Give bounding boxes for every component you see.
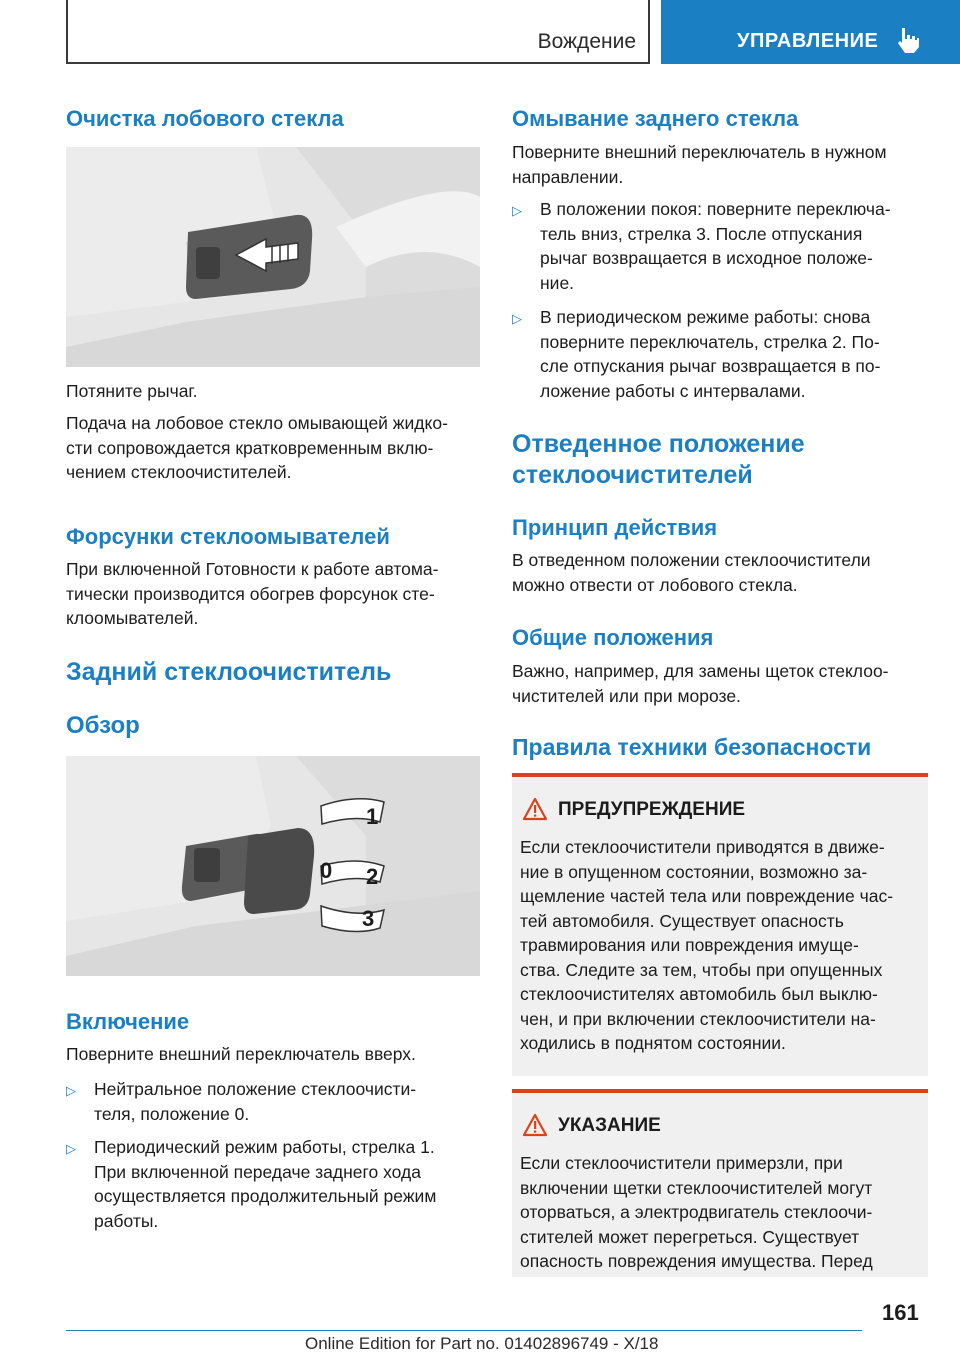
text-line: включении щетки стеклоочистителей могут bbox=[520, 1177, 873, 1198]
text-line: чен, и при включении стеклоочистители на- bbox=[520, 1008, 876, 1029]
paragraph-turn-switch bbox=[512, 140, 887, 189]
heading-rear-wiper: Задний стеклоочиститель bbox=[66, 658, 392, 686]
text-line: стеклоочистителях автомобиль был выклю- bbox=[520, 984, 878, 1004]
text-line: рычаг возвращается в исходное положе- bbox=[540, 248, 873, 268]
paragraph-pull-lever: Потяните рычаг. bbox=[66, 381, 198, 401]
text-line: травмирования или повреждения имуще- bbox=[520, 935, 859, 955]
paragraph-washer-nozzles bbox=[66, 557, 438, 631]
notice-box bbox=[512, 1089, 928, 1277]
text-line: Важно, например, для замены щеток стеклоо- bbox=[512, 661, 889, 681]
header-chapter-tab bbox=[661, 0, 960, 64]
text-line: Если стеклоочистители примерзли, при bbox=[520, 1153, 843, 1173]
text-line: щемление частей тела или повреждение час- bbox=[520, 886, 894, 906]
text-line: Поверните внешний переключатель в нужном bbox=[512, 142, 887, 162]
text-line: осуществляется продолжительный режим bbox=[94, 1186, 437, 1206]
warning-triangle-icon bbox=[522, 1113, 548, 1137]
text-line: опасность повреждения имущества. Перед bbox=[520, 1251, 873, 1271]
text-line: стеклоочистителей bbox=[512, 461, 753, 489]
text-line: ние. bbox=[540, 272, 575, 293]
paragraph-washer-feed bbox=[66, 411, 448, 485]
heading-rear-window-wash: Омывание заднего стекла bbox=[512, 106, 799, 131]
bullet-triangle-icon: ▷ bbox=[66, 1141, 76, 1156]
text-line: можно отвести от лобового стекла. bbox=[512, 574, 798, 595]
rear-wiper-switch-illustration bbox=[66, 756, 480, 976]
text-line: направлении. bbox=[512, 166, 624, 187]
heading-switch-on: Включение bbox=[66, 1009, 190, 1034]
warning-triangle-icon bbox=[522, 797, 548, 821]
heading-operating-principle: Принцип действия bbox=[512, 515, 718, 540]
heading-general: Общие положения bbox=[512, 625, 714, 650]
text-line: теля, положение 0. bbox=[94, 1103, 250, 1124]
text-line: При включенной Готовности к работе автома- bbox=[66, 559, 439, 579]
list-item bbox=[512, 305, 880, 403]
text-line: В положении покоя: поверните переключа- bbox=[540, 199, 891, 219]
text-line: тей автомобиля. Существует опасность bbox=[520, 910, 844, 931]
footer-divider bbox=[66, 1330, 862, 1331]
text-line: При включенной передаче заднего хода bbox=[94, 1161, 421, 1182]
wiper-lever-illustration bbox=[66, 147, 480, 367]
arrow-label-3: 3 bbox=[362, 906, 375, 931]
warning-box bbox=[512, 773, 928, 1076]
text-line: Если стеклоочистители приводятся в движе- bbox=[520, 837, 885, 857]
header-chapter-title: УПРАВЛЕНИЕ bbox=[737, 30, 879, 52]
text-line: клоомывателей. bbox=[66, 608, 199, 628]
text-line: Отведенное положение bbox=[512, 430, 805, 458]
header-section-title: Вождение bbox=[537, 30, 636, 53]
paragraph-turn-switch-up: Поверните внешний переключатель вверх. bbox=[66, 1044, 416, 1064]
notice-text bbox=[520, 1151, 924, 1274]
text-line: сле отпускания рычаг возвращается в по- bbox=[540, 356, 881, 376]
heading-folded-position bbox=[512, 429, 805, 491]
paragraph-general bbox=[512, 659, 889, 708]
text-line: Периодический режим работы, стрелка 1. bbox=[94, 1137, 435, 1157]
text-line: сти сопровождается кратковременным вклю- bbox=[66, 437, 434, 458]
notice-title: УКАЗАНИЕ bbox=[558, 1115, 661, 1136]
arrow-label-2: 2 bbox=[366, 864, 379, 889]
text-line: Подача на лобовое стекло омывающей жидко- bbox=[66, 413, 448, 433]
arrow-label-1: 1 bbox=[366, 804, 379, 829]
heading-overview: Обзор bbox=[66, 712, 140, 739]
bullet-triangle-icon: ▷ bbox=[512, 203, 522, 218]
text-line: тель вниз, стрелка 3. После отпускания bbox=[540, 223, 863, 244]
list-item bbox=[66, 1077, 416, 1126]
text-line: В периодическом режиме работы: снова bbox=[540, 307, 871, 327]
heading-washer-nozzles: Форсунки стеклоомывателей bbox=[66, 524, 390, 549]
list-item bbox=[66, 1135, 436, 1233]
warning-title: ПРЕДУПРЕЖДЕНИЕ bbox=[558, 799, 746, 820]
text-line: оторваться, а электродвигатель стеклоочи- bbox=[520, 1202, 873, 1222]
text-line: ние в опущенном состоянии, возможно за- bbox=[520, 861, 868, 882]
paragraph-operating-principle bbox=[512, 548, 871, 597]
list-item bbox=[512, 197, 891, 295]
bullet-triangle-icon: ▷ bbox=[66, 1083, 76, 1098]
text-line: поверните переключатель, стрелка 2. По- bbox=[540, 331, 880, 352]
text-line: В отведенном положении стеклоочистители bbox=[512, 550, 871, 570]
heading-safety-rules: Правила техники безопасности bbox=[512, 734, 872, 760]
text-line: работы. bbox=[94, 1210, 159, 1231]
header-section-tab bbox=[66, 0, 650, 64]
heading-windshield-cleaning: Очистка лобового стекла bbox=[66, 106, 344, 131]
text-line: ходились в поднятом состоянии. bbox=[520, 1033, 786, 1053]
text-line: Нейтральное положение стеклоочисти- bbox=[94, 1079, 417, 1099]
warning-text bbox=[520, 835, 924, 1056]
text-line: ложение работы с интервалами. bbox=[540, 380, 806, 401]
bullet-triangle-icon: ▷ bbox=[512, 311, 522, 326]
text-line: стителей может перегреться. Существует bbox=[520, 1226, 860, 1247]
position-label-0: 0 bbox=[320, 858, 333, 883]
figure-wiper-lever-pull bbox=[66, 147, 480, 367]
page-number: 161 bbox=[882, 1300, 919, 1325]
text-line: тически производится обогрев форсунок сте- bbox=[66, 583, 435, 604]
text-line: ства. Следите за тем, чтобы при опущенных bbox=[520, 959, 883, 980]
hand-pointer-icon bbox=[896, 26, 920, 54]
text-line: чистителей или при морозе. bbox=[512, 685, 741, 706]
footer-edition: Online Edition for Part no. 01402896749 - X/18 bbox=[305, 1334, 659, 1353]
figure-rear-wiper-switch bbox=[66, 756, 480, 976]
text-line: чением стеклоочистителей. bbox=[66, 462, 292, 482]
